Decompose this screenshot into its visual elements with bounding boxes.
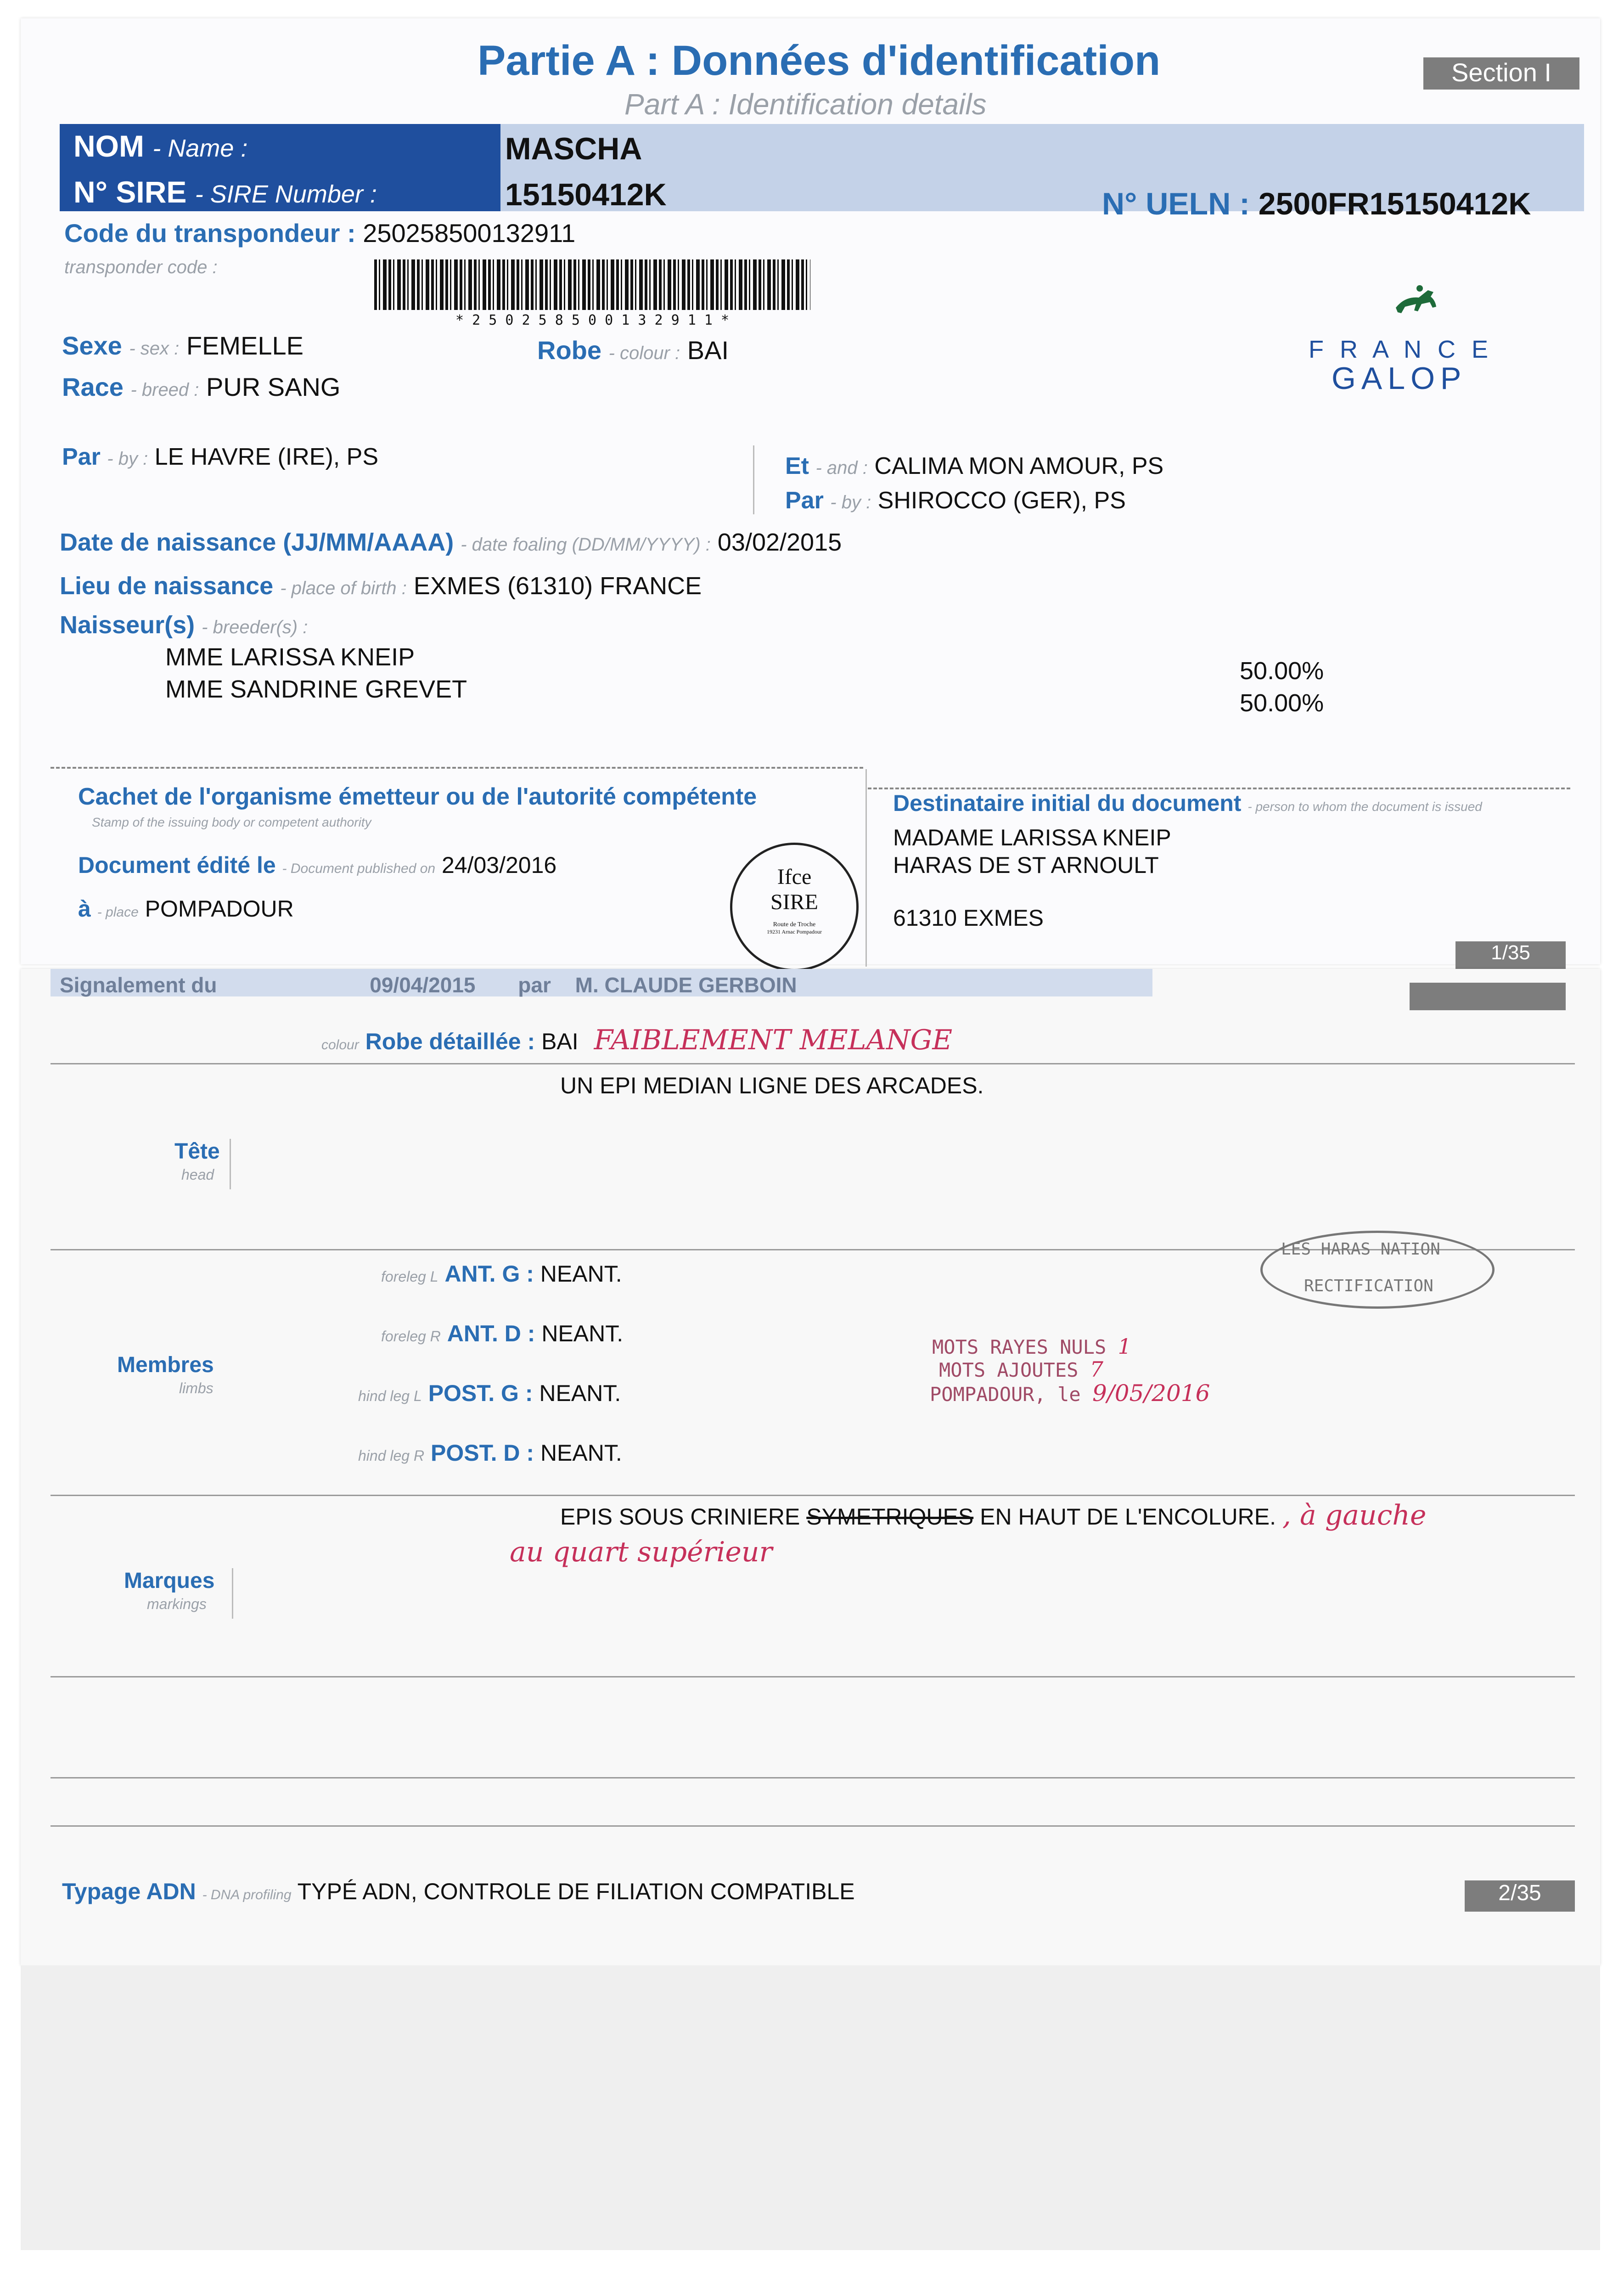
birth-date-row: [60, 528, 842, 557]
limb-3-value: NEANT.: [539, 1380, 621, 1406]
issuer-place-label-en: - place: [97, 905, 139, 920]
horse-name: MASCHA: [505, 131, 642, 166]
page-2-section-tab: [1410, 983, 1566, 1010]
breed-label-en: - breed :: [130, 380, 199, 400]
page-2-number: 2/35: [1465, 1880, 1575, 1912]
transponder-label: Code du transpondeur :: [64, 219, 356, 248]
issuer-date-row: [78, 852, 556, 878]
marques-label: Marques: [124, 1569, 215, 1593]
sex-label: Sexe: [62, 331, 122, 360]
marques-bracket: [232, 1568, 233, 1619]
sex-label-en: - sex :: [129, 338, 180, 359]
pompadour-le: POMPADOUR, le: [930, 1383, 1081, 1406]
page-2: [21, 969, 1600, 1965]
issuer-top-border: [51, 767, 863, 769]
signalement-date: 09/04/2015: [370, 973, 476, 997]
colour-value: BAI: [687, 336, 729, 365]
breeder-1-name: MME LARISSA KNEIP: [165, 643, 415, 671]
divider-6: [51, 1825, 1575, 1827]
birth-place-label-en: - place of birth :: [280, 578, 407, 598]
tete-label: Tête: [174, 1139, 220, 1164]
marques-value-row: [560, 1499, 1426, 1531]
rectif-stamp-top: LES HARAS NATION: [1281, 1240, 1440, 1259]
ifce-stamp: [730, 843, 859, 971]
birth-date-label-en: - date foaling (DD/MM/YYYY) :: [461, 535, 711, 555]
ifce-stamp-line3: Route de Troche: [773, 921, 816, 928]
recipient-line-2: HARAS DE ST ARNOULT: [893, 852, 1159, 878]
marques-after: EN HAUT DE L'ENCOLURE.: [980, 1504, 1276, 1530]
membres-label-en: limbs: [179, 1380, 214, 1396]
membres-label: Membres: [117, 1353, 214, 1377]
dam-row: [785, 452, 1163, 480]
sire-label: N° SIRE: [73, 175, 187, 209]
issuer-place-label: à: [78, 896, 91, 922]
breeders-label: Naisseur(s): [60, 611, 195, 639]
ueln-row: [1102, 186, 1531, 222]
page-2-header-row: [60, 973, 797, 997]
marques-struck: SYMETRIQUES: [806, 1504, 974, 1530]
limb-3-en: hind leg L: [358, 1388, 422, 1404]
issuer-place-row: [78, 895, 294, 922]
sire-label-en: - SIRE Number :: [195, 180, 377, 208]
sire-row: [62, 443, 378, 471]
by-label-en: - by :: [107, 449, 148, 469]
mots-rayes: MOTS RAYES NULS: [932, 1336, 1107, 1358]
signalement-par: par: [518, 973, 551, 997]
issuer-title-en: Stamp of the issuing body or competent authority: [92, 815, 371, 829]
edited-label: Document édité le: [78, 852, 276, 878]
birth-place-row: [60, 572, 702, 600]
pompadour-date: 9/05/2016: [1092, 1380, 1210, 1407]
divider-3: [51, 1495, 1575, 1496]
colour-row: [537, 335, 729, 365]
sex-value: FEMELLE: [186, 331, 304, 360]
limb-1-value: NEANT.: [540, 1261, 622, 1287]
signalement-person: M. CLAUDE GERBOIN: [575, 973, 797, 997]
issuer-title: Cachet de l'organisme émetteur ou de l'autorité compétente: [78, 783, 757, 810]
robe-handwritten: FAIBLEMENT MELANGE: [594, 1024, 953, 1056]
edited-label-en: - Document published on: [282, 861, 436, 876]
robe-label-en: colour: [321, 1037, 359, 1052]
pompadour-row: [930, 1380, 1210, 1407]
signalement-label: Signalement du: [60, 973, 217, 997]
adn-label: Typage ADN: [62, 1879, 196, 1904]
mots-ajoutes-row: [939, 1357, 1103, 1382]
tete-value: UN EPI MEDIAN LIGNE DES ARCADES.: [560, 1073, 984, 1098]
colour-label-en: - colour :: [608, 343, 680, 363]
marques-handwritten-2: au quart supérieur: [510, 1536, 773, 1568]
dam-sire-row: [785, 487, 1126, 514]
robe-row: [321, 1024, 952, 1056]
breeders-label-en: - breeder(s) :: [202, 617, 308, 637]
ueln-value: 2500FR15150412K: [1258, 186, 1531, 221]
ifce-stamp-line2: SIRE: [770, 890, 818, 914]
page-title: Partie A : Données d'identification: [478, 37, 1161, 84]
name-label: NOM: [73, 129, 144, 163]
edited-value: 24/03/2016: [441, 852, 557, 878]
page-1-number: 1/35: [1455, 941, 1566, 969]
divider-5: [51, 1777, 1575, 1778]
limb-row-1: [381, 1261, 622, 1287]
divider-1: [51, 1063, 1575, 1064]
ueln-label: N° UELN :: [1102, 186, 1250, 221]
robe-label: Robe détaillée :: [365, 1029, 535, 1054]
logo-galop: GALOP: [1332, 361, 1467, 396]
transponder-label-en: transponder code :: [64, 257, 218, 277]
limb-1-label: ANT. G :: [444, 1261, 534, 1287]
breed-value: PUR SANG: [206, 372, 341, 401]
birth-date-value: 03/02/2015: [717, 529, 842, 556]
limb-1-en: foreleg L: [381, 1268, 438, 1285]
birth-place-label: Lieu de naissance: [60, 572, 274, 600]
and-label: Et: [785, 453, 809, 479]
adn-value: TYPÉ ADN, CONTROLE DE FILIATION COMPATIBLE: [297, 1879, 855, 1904]
and-label-en: - and :: [815, 458, 868, 478]
robe-value: BAI: [541, 1029, 579, 1054]
dam-by-label-en: - by :: [830, 492, 871, 512]
mots-ajoutes-num: 7: [1090, 1357, 1104, 1382]
dam-sire-value: SHIROCCO (GER), PS: [877, 487, 1126, 514]
breeder-2-share: 50.00%: [1240, 689, 1324, 717]
scan-background: [21, 1965, 1600, 2250]
sire-value: LE HAVRE (IRE), PS: [154, 444, 379, 470]
mots-rayes-num: 1: [1118, 1334, 1131, 1359]
breed-label: Race: [62, 372, 124, 401]
ifce-stamp-line4: 19231 Arnac Pompadour: [767, 929, 822, 935]
breed-row: [62, 372, 340, 402]
recipient-title-en: - person to whom the document is issued: [1248, 799, 1482, 814]
by-label: Par: [62, 444, 101, 470]
transponder-row: [64, 218, 575, 248]
recipient-title: Destinataire initial du document: [893, 790, 1242, 816]
recipient-line-3: 61310 EXMES: [893, 905, 1044, 931]
limb-2-value: NEANT.: [541, 1321, 624, 1346]
sire-label-row: [73, 174, 377, 209]
name-label-row: [73, 129, 247, 163]
mots-rayes-row: [932, 1334, 1131, 1359]
recipient-line-1: MADAME LARISSA KNEIP: [893, 825, 1171, 850]
barcode-text: * 2 5 0 2 5 8 5 0 0 1 3 2 9 1 1 *: [455, 312, 730, 328]
mots-ajoutes: MOTS AJOUTES: [939, 1359, 1079, 1381]
limb-row-2: [381, 1320, 623, 1347]
issuer-place-value: POMPADOUR: [145, 896, 294, 922]
rectif-stamp-bottom: RECTIFICATION: [1304, 1277, 1433, 1295]
jockey-horse-icon: [1391, 280, 1442, 317]
limb-4-label: POST. D :: [431, 1440, 534, 1466]
marques-handwritten-1: , à gauche: [1282, 1499, 1427, 1531]
marques-before: EPIS SOUS CRINIERE: [560, 1504, 800, 1530]
adn-row: [62, 1878, 855, 1905]
dam-value: CALIMA MON AMOUR, PS: [874, 453, 1164, 479]
sex-row: [62, 331, 303, 360]
adn-label-en: - DNA profiling: [202, 1887, 292, 1902]
marques-label-en: markings: [147, 1596, 207, 1612]
divider-4: [51, 1676, 1575, 1677]
birth-place-value: EXMES (61310) FRANCE: [413, 572, 702, 600]
breeders-row: [60, 611, 308, 639]
dam-by-label: Par: [785, 487, 824, 514]
tete-bracket: [230, 1139, 231, 1189]
transponder-barcode: [374, 259, 810, 310]
recipient-top-border: [868, 788, 1570, 789]
limb-3-label: POST. G :: [428, 1380, 533, 1406]
limb-row-4: [358, 1440, 622, 1466]
pedigree-divider: [753, 445, 754, 514]
page-subtitle: Part A : Identification details: [624, 88, 987, 121]
sire-number: 15150412K: [505, 177, 667, 212]
breeder-2-name: MME SANDRINE GREVET: [165, 675, 467, 703]
limb-2-label: ANT. D :: [447, 1321, 535, 1346]
transponder-value: 250258500132911: [363, 219, 576, 248]
recipient-title-row: [893, 790, 1482, 816]
limb-4-value: NEANT.: [540, 1440, 622, 1466]
name-label-en: - Name :: [152, 135, 248, 162]
tete-label-en: head: [181, 1166, 214, 1183]
birth-date-label: Date de naissance (JJ/MM/AAAA): [60, 529, 454, 556]
colour-label: Robe: [537, 336, 601, 365]
issuer-recipient-divider: [865, 769, 867, 967]
limb-4-en: hind leg R: [358, 1447, 425, 1464]
limb-2-en: foreleg R: [381, 1328, 441, 1345]
section-tab: Section I: [1423, 57, 1579, 90]
breeder-1-share: 50.00%: [1240, 657, 1324, 685]
ifce-stamp-line1: Ifce: [777, 865, 812, 889]
limb-row-3: [358, 1380, 621, 1407]
logo-france: F R A N C E: [1309, 336, 1493, 363]
